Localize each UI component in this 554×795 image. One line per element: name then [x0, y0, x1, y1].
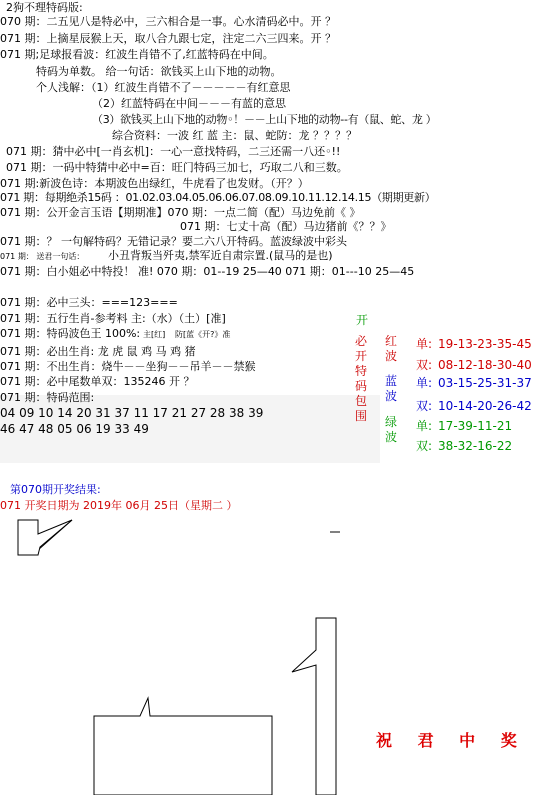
- text-line: 071 期：特码波色王 100%:: [0, 327, 141, 340]
- text-line: 071 期：白小姐必中特投！ 准! 070 期：01--19 25—40 071 期：01---10 25—45: [0, 265, 415, 278]
- vertical-phrase: 必开特码包围: [354, 334, 367, 423]
- text-line: 071 期：必出生肖: 龙 虎 鼠 鸡 马 鸡 猪: [0, 345, 196, 358]
- wave-number-value: 19-13-23-35-45: [438, 337, 532, 351]
- wave-main-note: 主[红]: [143, 330, 166, 339]
- result-shape: [94, 698, 272, 795]
- text-line: 071 期：不出生肖：烧牛－－坐狗－－吊羊－－禁猴: [0, 360, 256, 373]
- text-line: 070 期：二五见八是特必中，三六相合是一事。心水清码必中。开 ？: [0, 15, 336, 28]
- red-wave-label: 红波: [384, 334, 397, 363]
- text-line: 071 期：特码范围:: [0, 391, 95, 404]
- text-line: 综合资料：一波 红 蓝 主：鼠、蛇防：龙 ？？？？: [112, 129, 357, 142]
- text-line: 071 期：五行生肖-参考料 主:（水）（土）[准]: [0, 312, 226, 325]
- text-line: 个人浅解：（1）红波生肖错不了－－－－－有红意思: [36, 81, 291, 94]
- text-line: 071 期：一码中特猜中必中=百：旺门特码三加七，巧取二八和三数。: [6, 161, 348, 174]
- result-heading: 第070期开奖结果:: [10, 483, 101, 496]
- text-line: （2）红蓝特码在中间－－－有蓝的意思: [92, 97, 286, 110]
- text-line: 071 期;足球报看波：红波生肖错不了,红蓝特码在中间。: [0, 48, 274, 61]
- text-line: 071 期：公开金言玉语【期期准】070 期：一点二简（配）马边免前《 》: [0, 206, 361, 219]
- wave-number-value: 08-12-18-30-40: [438, 358, 532, 372]
- blue-wave-label: 蓝波: [384, 374, 397, 403]
- text-line: 071 期：七丈十高（配）马边猪前《？？》: [180, 220, 392, 233]
- wave-number-label: 单:: [416, 419, 433, 433]
- wave-number-label: 双:: [416, 439, 433, 453]
- result-shape: [292, 618, 336, 795]
- text-line: 071 期：每期绝杀15码 ：01.02.03.04.05.06.06.07.08.09.10.11.12.14.15（期期更新）: [0, 191, 436, 204]
- text-line: 特码为单数。 给一句话：欲钱买上山下地的动物。: [36, 65, 282, 78]
- wave-number-label: 双:: [416, 399, 433, 413]
- page-title: 2狗不理特码版:: [6, 1, 83, 14]
- wave-number-value: 03-15-25-31-37: [438, 376, 532, 390]
- wave-number-value: 17-39-11-21: [438, 419, 513, 433]
- wave-number-label: 双:: [416, 358, 433, 372]
- result-shape: [18, 520, 72, 555]
- greeting: 祝 君 中 奖: [376, 731, 527, 750]
- number-range-row: 04 09 10 14 20 31 37 11 17 21 27 28 38 39: [0, 406, 264, 420]
- text-line: 071 期：必中尾数单双：135246 开 ？: [0, 375, 195, 388]
- wave-number-label: 单:: [416, 337, 433, 351]
- text-line-small: 071 期： 送君一句话：: [0, 252, 85, 261]
- number-range-row: 46 47 48 05 06 19 33 49: [0, 422, 149, 436]
- text-line: 071 期：必中三头：===123===: [0, 296, 178, 309]
- text-line: 071 期：上摘星辰猴上天，取八合九跟七定，注定二六三四来。开 ？: [0, 32, 336, 45]
- green-wave-label: 绿波: [384, 415, 397, 444]
- text-line: 071 期：？ 一句解特码？无错记录？要二六八开特码。蓝波绿波中彩头: [0, 235, 347, 248]
- result-date: 071 开奖日期为 2019年 06月 25日（星期二 ）: [0, 499, 238, 512]
- text-line: （3）欲钱买上山下地的动物◦！－－上山下地的动物--有（鼠、蛇、龙 ）: [92, 113, 437, 126]
- open-label: 开: [355, 313, 368, 327]
- wave-backup-note: 防[蓝《开?》准: [175, 330, 231, 339]
- wave-number-label: 单:: [416, 376, 433, 390]
- wave-number-value: 38-32-16-22: [438, 439, 513, 453]
- text-line: 071 期:新波色诗：本期波色出绿红，牛虎看了也发财。（开？）: [0, 177, 309, 190]
- wave-number-value: 10-14-20-26-42: [438, 399, 532, 413]
- text-line: 小丑背叛当歼夷,禁军近自肃宗置.(鼠马的是也): [108, 249, 333, 262]
- text-line: 071 期：猜中必中[一肖玄机]：一心一意找特码，二三还需一八还◦!!: [6, 145, 341, 158]
